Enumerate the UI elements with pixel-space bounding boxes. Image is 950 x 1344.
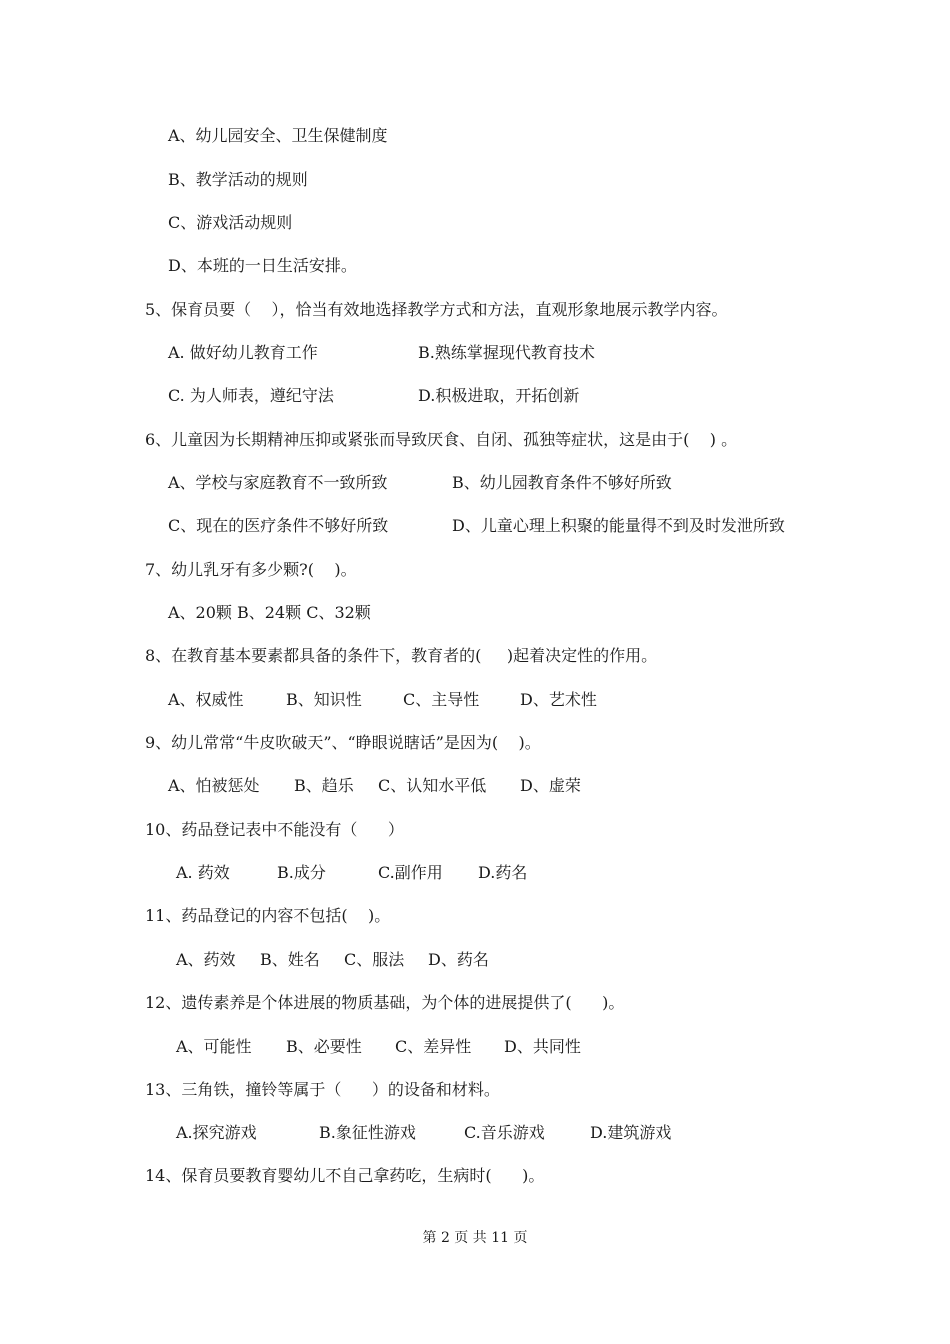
q6-stem: 6、儿童因为长期精神压抑或紧张而导致厌食、自闭、孤独等症状，这是由于( ) 。	[145, 430, 738, 449]
q5-option-b: B.熟练掌握现代教育技术	[418, 343, 595, 362]
q9-option-b: B、趋乐	[294, 776, 354, 795]
q9-option-a: A、怕被惩处	[168, 776, 260, 795]
q8-stem: 8、在教育基本要素都具备的条件下，教育者的( )起着决定性的作用。	[145, 646, 658, 665]
q6-option-d: D、儿童心理上积聚的能量得不到及时发泄所致	[452, 516, 785, 535]
q11-option-a: A、药效	[176, 950, 236, 969]
q14-stem: 14、保育员要教育婴幼儿不自己拿药吃，生病时( )。	[145, 1166, 545, 1185]
q11-stem: 11、药品登记的内容不包括( )。	[145, 906, 391, 925]
q7-options: A、20颗 B、24颗 C、32颗	[168, 603, 371, 622]
q5-stem: 5、保育员要（ ），恰当有效地选择教学方式和方法，直观形象地展示教学内容。	[145, 300, 728, 319]
q13-option-c: C.音乐游戏	[464, 1123, 545, 1142]
q13-option-d: D.建筑游戏	[590, 1123, 672, 1142]
q10-stem: 10、药品登记表中不能没有（ ）	[145, 820, 404, 839]
q8-option-b: B、知识性	[286, 690, 362, 709]
q12-stem: 12、遗传素养是个体进展的物质基础，为个体的进展提供了( )。	[145, 993, 625, 1012]
q12-option-a: A、可能性	[176, 1037, 252, 1056]
q11-option-c: C、服法	[344, 950, 405, 969]
q13-stem: 13、三角铁，撞铃等属于（ ）的设备和材料。	[145, 1080, 500, 1099]
page-number-footer: 第 2 页 共 11 页	[422, 1230, 528, 1246]
q5-option-c: C. 为人师表，遵纪守法	[168, 386, 334, 405]
q8-option-d: D、艺术性	[520, 690, 597, 709]
q4-option-d: D、本班的一日生活安排。	[168, 256, 357, 275]
q6-option-a: A、学校与家庭教育不一致所致	[168, 473, 388, 492]
q11-option-d: D、药名	[428, 950, 489, 969]
q4-option-a: A、幼儿园安全、卫生保健制度	[168, 126, 388, 145]
q12-option-d: D、共同性	[504, 1037, 581, 1056]
q12-option-b: B、必要性	[286, 1037, 362, 1056]
q13-option-a: A.探究游戏	[176, 1123, 257, 1142]
q10-option-b: B.成分	[277, 863, 326, 882]
q12-option-c: C、差异性	[395, 1037, 472, 1056]
q5-option-d: D.积极进取，开拓创新	[418, 386, 580, 405]
q9-option-c: C、认知水平低	[378, 776, 487, 795]
q9-option-d: D、虚荣	[520, 776, 581, 795]
q7-stem: 7、幼儿乳牙有多少颗?( )。	[145, 560, 357, 579]
q4-option-c: C、游戏活动规则	[168, 213, 293, 232]
q8-option-c: C、主导性	[403, 690, 480, 709]
q5-option-a: A. 做好幼儿教育工作	[168, 343, 318, 362]
q10-option-d: D.药名	[478, 863, 528, 882]
q8-option-a: A、权威性	[168, 690, 244, 709]
q6-option-c: C、现在的医疗条件不够好所致	[168, 516, 389, 535]
q9-stem: 9、幼儿常常“牛皮吹破天”、“睁眼说瞎话”是因为( )。	[145, 733, 541, 752]
q13-option-b: B.象征性游戏	[319, 1123, 416, 1142]
q11-option-b: B、姓名	[260, 950, 320, 969]
q10-option-a: A. 药效	[176, 863, 230, 882]
q6-option-b: B、幼儿园教育条件不够好所致	[452, 473, 672, 492]
q4-option-b: B、教学活动的规则	[168, 170, 308, 189]
q10-option-c: C.副作用	[378, 863, 443, 882]
